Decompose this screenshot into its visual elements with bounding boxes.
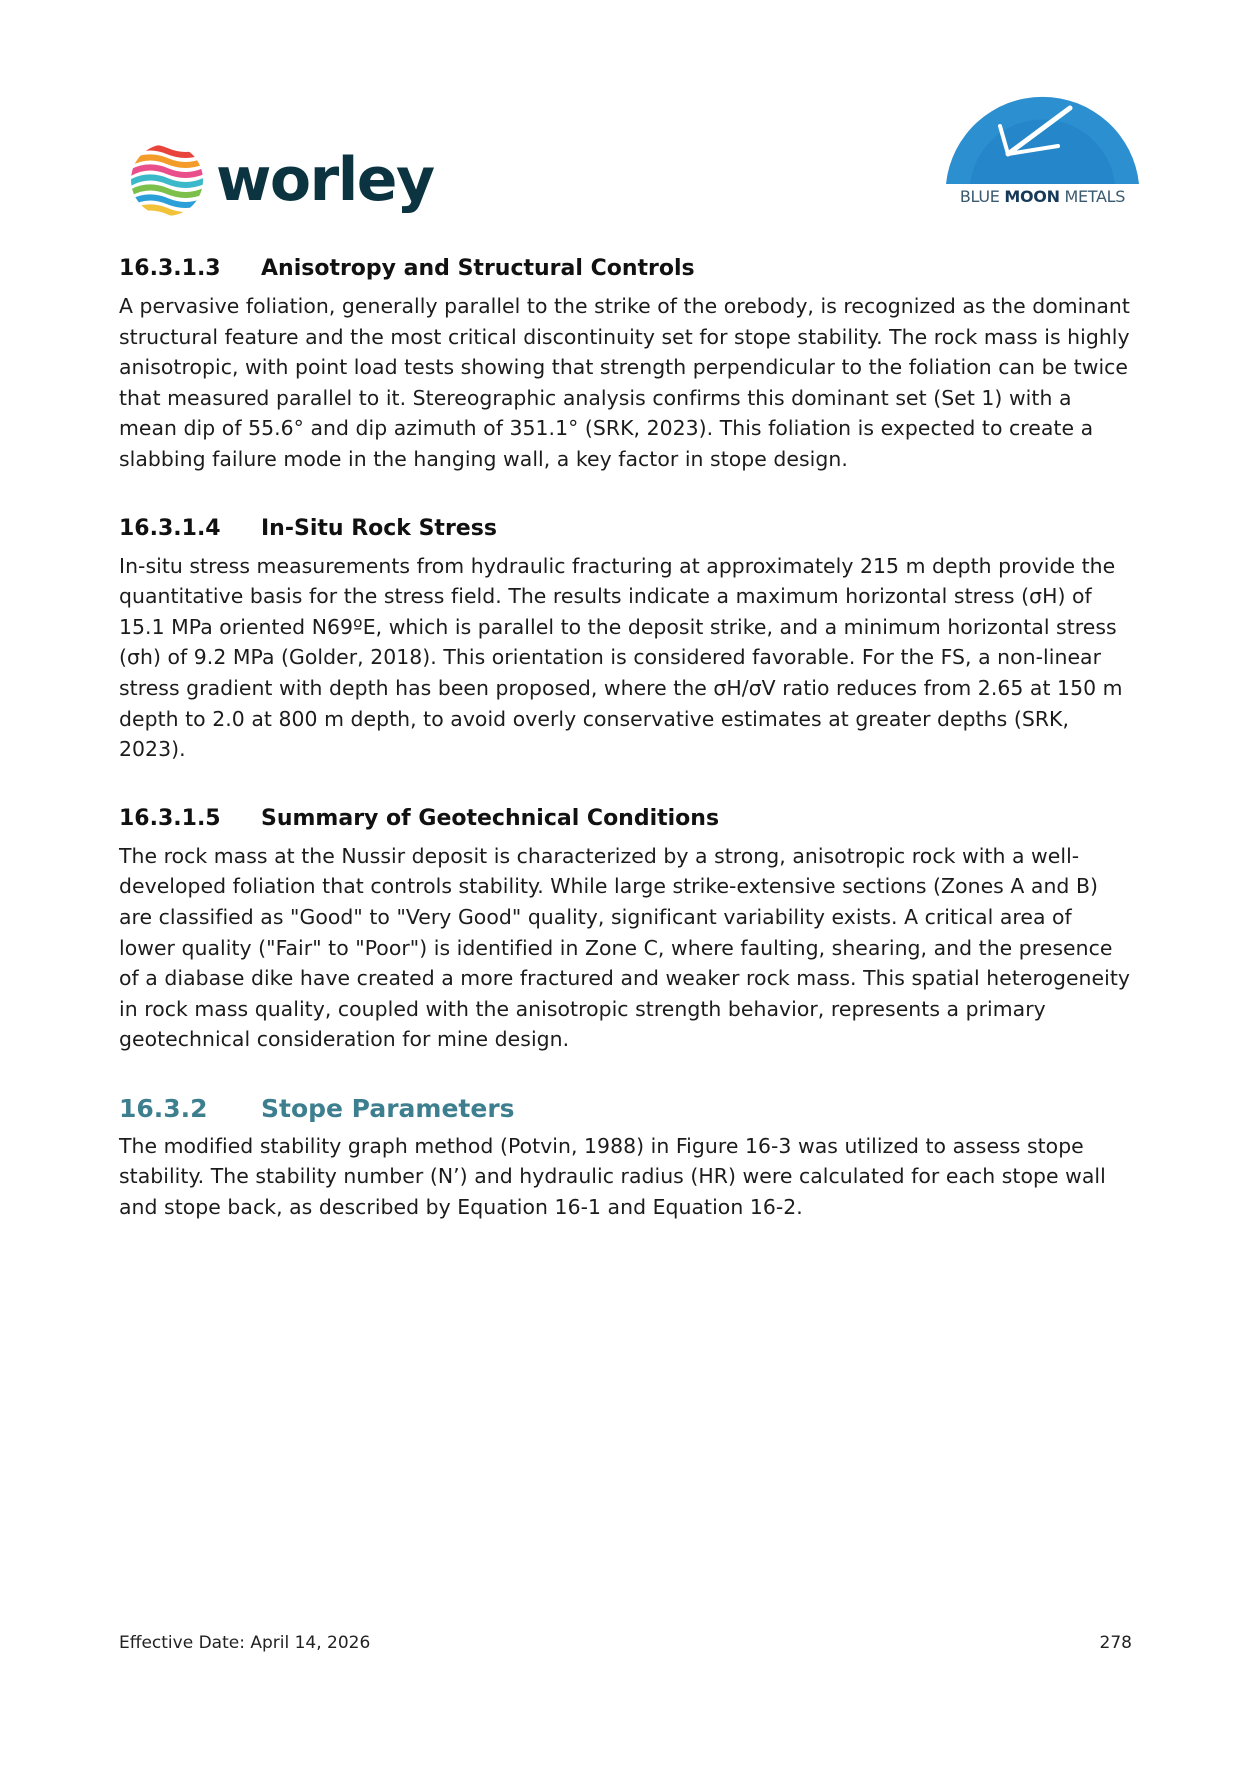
section-paragraph: The rock mass at the Nussir deposit is characterized by a strong, anisotropic rock with a well-developed foliation that controls stability. While large strike-extensive sections (Zones A and B) are classified as "Good" to "Very Good" quality, significant variability exists. A critical area of lower quality ("Fair" to "Poor") is identified in Zone C, where faulting, shearing, and the presence of a diabase dike have created a more fractured and weaker rock mass. This spatial heterogeneity in rock mass quality, coupled with the anisotropic strength behavior, represents a primary geotechnical consideration for mine design.	[119, 843, 1130, 1052]
section-paragraph: In-situ stress measurements from hydraulic fracturing at approximately 215 m depth provide the quantitative basis for the stress field. The results indicate a maximum horizontal stress (σH) of 15.1 MPa oriented N69ºE, which is parallel to the deposit strike, and a minimum horizontal stress (σh) of 9.2 MPa (Golder, 2018). This orientation is considered favorable. For the FS, a non-linear stress gradient with depth has been proposed, where the σH/σV ratio reduces from 2.65 at 150 m depth to 2.0 at 800 m depth, to avoid overly conservative estimates at greater depths (SRK, 2023).	[119, 553, 1123, 762]
section-heading	[119, 803, 1131, 835]
section-number: 16.3.1.5	[119, 805, 221, 831]
section-heading	[119, 513, 1131, 545]
section-number: 16.3.2	[119, 1093, 208, 1123]
section-stope-parameters	[119, 1093, 1131, 1223]
section-anisotropy	[119, 253, 1131, 475]
document-body	[119, 253, 1131, 1223]
logo-caption: BLUE MOON METALS	[959, 187, 1126, 206]
section-paragraph: The modified stability graph method (Potvin, 1988) in Figure 16-3 was utilized to assess stope stability. The stability number (N’) and hydraulic radius (HR) were calculated for each stope wall and stope back, as described by Equation 16-1 and Equation 16-2.	[119, 1133, 1106, 1220]
section-title: Summary of Geotechnical Conditions	[261, 805, 720, 831]
section-in-situ-stress	[119, 513, 1131, 765]
section-title: Stope Parameters	[261, 1093, 515, 1123]
worley-swirl-icon	[128, 141, 206, 219]
worley-wordmark: worley	[216, 145, 434, 215]
section-paragraph: A pervasive foliation, generally parallel to the strike of the orebody, is recognized as the dominant structural feature and the most critical discontinuity set for stope stability. The rock mass is highly anisotropic, with point load tests showing that strength perpendicular to the foliation can be twice that measured parallel to it. Stereographic analysis confirms this dominant set (Set 1) with a mean dip of 55.6° and dip azimuth of 351.1° (SRK, 2023). This foliation is expected to create a slabbing failure mode in the hanging wall, a key factor in stope design.	[119, 294, 1130, 471]
moon-emblem-icon	[940, 84, 1145, 184]
worley-logo	[128, 140, 434, 220]
section-number: 16.3.1.4	[119, 515, 221, 541]
footer-effective-date: Effective Date: April 14, 2026	[119, 1633, 371, 1653]
section-summary	[119, 803, 1131, 1055]
footer-page-number: 278	[1099, 1633, 1132, 1653]
section-number: 16.3.1.3	[119, 256, 221, 281]
blue-moon-metals-logo	[940, 84, 1145, 209]
section-title: In-Situ Rock Stress	[261, 515, 497, 541]
subsection-heading	[119, 1093, 1131, 1125]
section-title: Anisotropy and Structural Controls	[261, 256, 695, 281]
section-heading	[119, 253, 1131, 285]
